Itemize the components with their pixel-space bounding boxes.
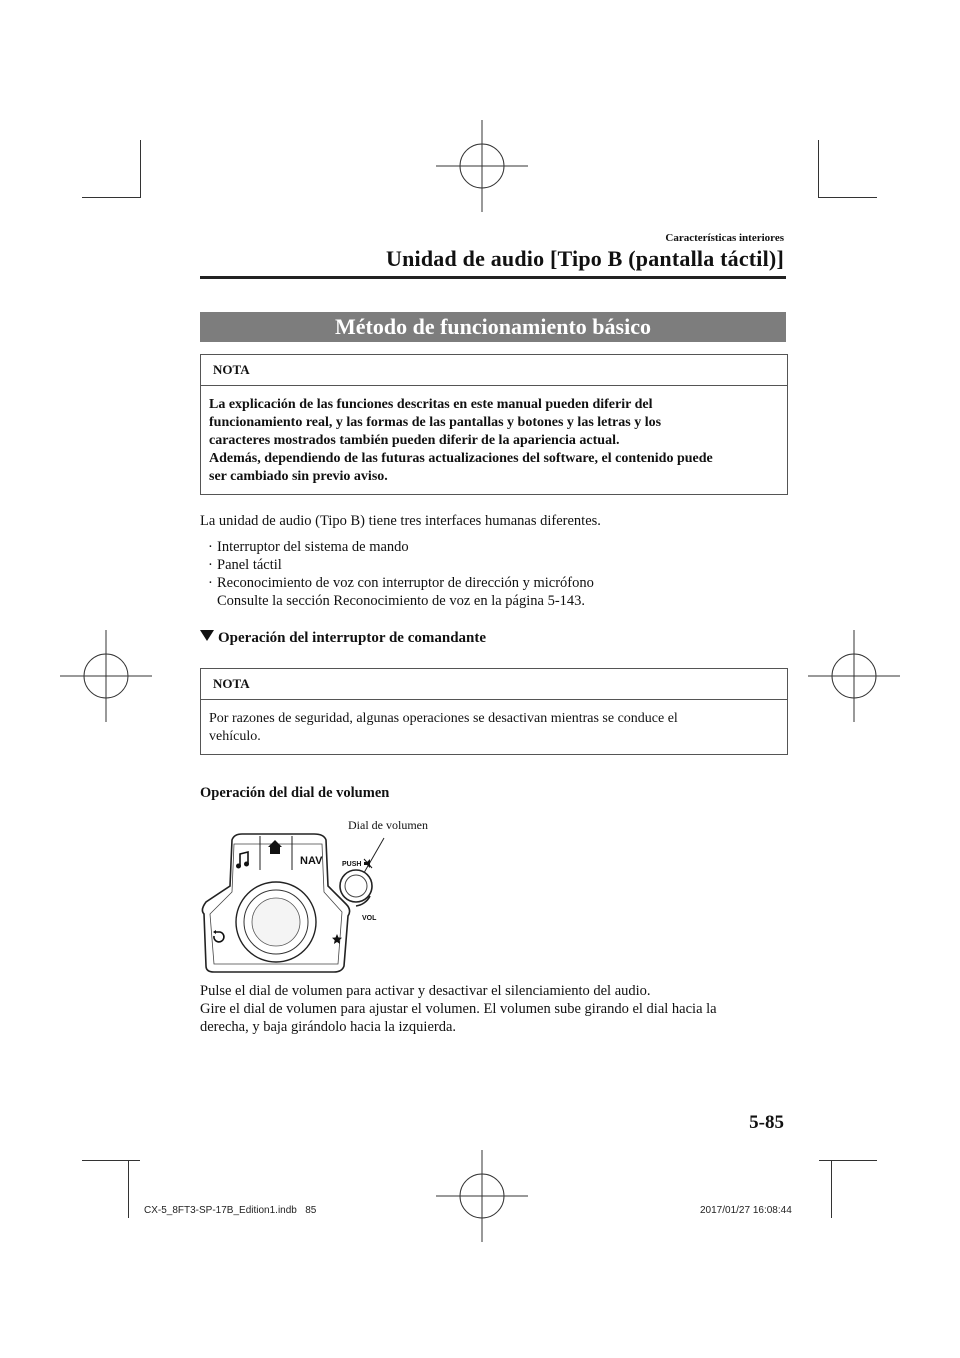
subsection-heading: Operación del interruptor de comandante xyxy=(200,630,486,647)
page-title: Unidad de audio [Tipo B (pantalla táctil)] xyxy=(386,246,784,271)
list-item: · Reconocimiento de voz con interruptor de dirección y micrófono xyxy=(208,575,594,591)
cross-reference: Consulte la sección Reconocimiento de voz en la página 5-143. xyxy=(217,593,586,609)
footer-file: CX-5_8FT3-SP-17B_Edition1.indb 85 xyxy=(144,1205,317,1216)
note-box-software xyxy=(200,354,788,495)
body-paragraph xyxy=(200,982,717,1036)
note-line: vehículo. xyxy=(209,729,261,744)
note-line: La explicación de las funciones descritas en este manual pueden diferir del xyxy=(209,397,653,412)
registration-mark-right xyxy=(808,630,900,722)
interface-list xyxy=(208,538,594,610)
note-line: funcionamiento real, y las formas de las pantallas y botones y las letras y los xyxy=(209,415,662,430)
body-line: derecha, y baja girándolo hacia la izquierda. xyxy=(200,1019,457,1035)
volume-heading: Operación del dial de volumen xyxy=(200,785,390,801)
push-label: PUSH xyxy=(342,861,362,868)
body-line: Gire el dial de volumen para ajustar el volumen. El volumen sube girando el dial hacia la xyxy=(200,1001,717,1017)
note-line: caracteres mostrados también pueden diferir de la apariencia actual. xyxy=(209,433,620,448)
registration-mark-top xyxy=(436,120,528,212)
footer-datetime: 2017/01/27 16:08:44 xyxy=(700,1205,792,1216)
note-box-safety xyxy=(200,668,788,755)
body-line: Pulse el dial de volumen para activar y desactivar el silenciamiento del audio. xyxy=(200,983,651,999)
triangle-marker-icon xyxy=(200,630,214,641)
note-label: NOTA xyxy=(201,355,787,386)
vol-label: VOL xyxy=(362,915,377,922)
intro-paragraph: La unidad de audio (Tipo B) tiene tres interfaces humanas diferentes. xyxy=(200,513,601,529)
page-number: 5-85 xyxy=(749,1112,784,1133)
nav-label: NAV xyxy=(300,855,323,867)
note-line: ser cambiado sin previo aviso. xyxy=(209,469,388,484)
note-line: Por razones de seguridad, algunas operaciones se desactivan mientras se conduce el xyxy=(209,711,678,726)
chapter-label: Características interiores xyxy=(665,232,784,244)
note-line: Además, dependiendo de las futuras actualizaciones del software, el contenido puede xyxy=(209,451,713,466)
list-item: · Interruptor del sistema de mando xyxy=(208,539,409,555)
header-rule xyxy=(200,276,786,279)
commander-switch-illustration xyxy=(196,826,416,978)
registration-mark-bottom xyxy=(436,1150,528,1242)
figure-callout: Dial de volumen xyxy=(348,818,428,832)
note-text xyxy=(201,386,787,494)
note-label: NOTA xyxy=(201,669,787,700)
section-title: Método de funcionamiento básico xyxy=(200,312,786,342)
registration-mark-left xyxy=(60,630,152,722)
list-item: · Panel táctil xyxy=(208,557,282,573)
note-text xyxy=(201,700,787,754)
